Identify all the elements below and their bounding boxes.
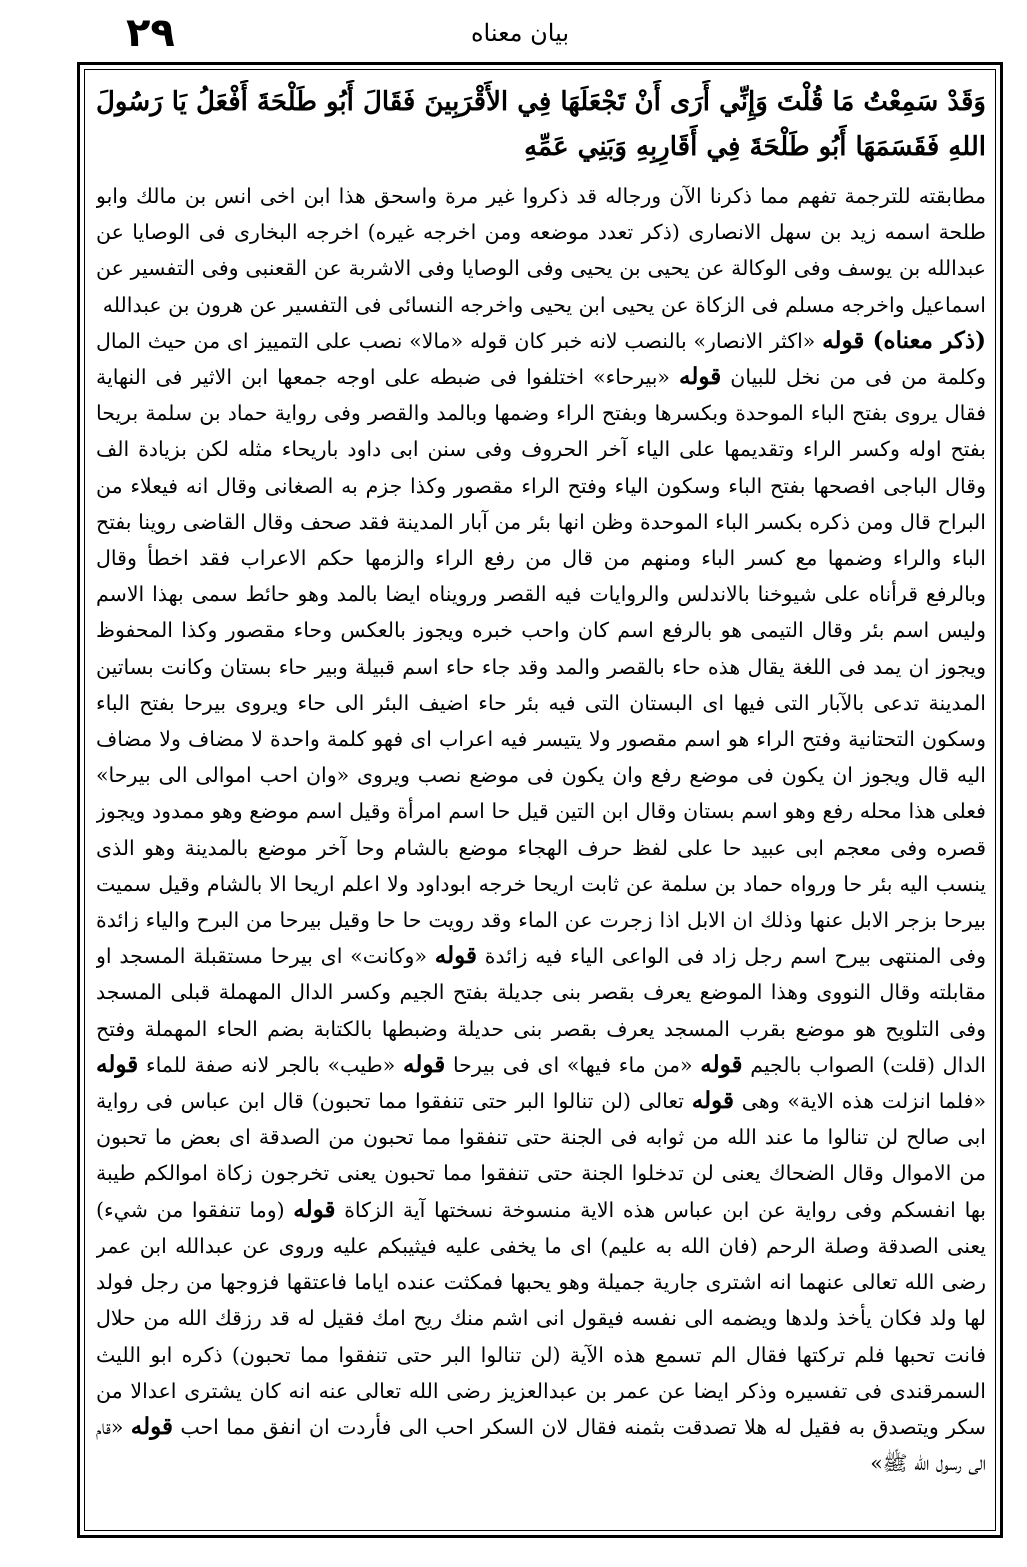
qawluhu-marker: قوله <box>434 942 477 970</box>
commentary-text: «طيب» بالجر لانه صفة للماء <box>145 1052 396 1077</box>
commentary-paragraph-1: مطابقته للترجمة تفهم مما ذكرنا الآن ورجاله قد ذكروا غير مرة واسحق هذا ابن اخى انس بن مالك وابو طلحة اسمه زيد بن سهل الانصارى (ذكر تعدد موضعه ومن اخرجه غيره) اخرجه البخارى فى الوصايا عن عبدالله بن يوسف وفى الوكالة عن يحيى بن يحيى وفى الوصايا وفى الاشربة عن القعنبى وفى التفسير عن اسماعيل واخرجه مسلم فى الزكاة عن يحيى ابن يحيى واخرجه النسائى فى التفسير عن هرون بن عبدالله <box>96 184 986 317</box>
commentary-text: تعالى (لن تنالوا البر حتى تنفقوا مما تحبون) قال ابن عباس فى رواية ابى صالح لن تنالوا ما عند الله من ثوابه فى الجنة حتى تنفقوا مما تحبون من الصدقة اى بعض ما تحبون من الاموال وقال الضحاك يعنى لن تدخلوا الجنة حتى تنفقوا مما تحبون يعنى تخرجون زكاة اموالكم طيبة بها انفسكم وفى رواية عن ابن عباس هذه الاية منسوخة نسختها آية الزكاة <box>96 1089 986 1222</box>
hadith-text: وَقَدْ سَمِعْتُ مَا قُلْتَ وَإِنِّي أَرَى أَنْ تَجْعَلَهَا فِي الأَقْرَبِينَ فَقَالَ أَبُو طَلْحَةَ أَفْعَلُ يَا رَسُولَ اللهِ فَقَسَمَهَا أَبُو طَلْحَةَ فِي أَقَارِبِهِ وَبَنِي عَمِّهِ <box>96 87 986 162</box>
page-number: ٢٩ <box>126 10 175 56</box>
commentary-text: «اكثر الانصار» بالنصب لانه خبر كان قوله «مالا» نصب على التمييز اى من حيث المال وكلمة من فى من نخل للبيان <box>96 328 986 390</box>
commentary-text: «من ماء فيها» اى فى بيرحا <box>452 1052 693 1077</box>
running-title: بيان معناه <box>470 19 570 47</box>
qawluhu-marker: قوله <box>293 1195 336 1223</box>
commentary-paragraph-2 <box>96 323 986 1482</box>
qawluhu-marker: قوله <box>679 363 722 391</box>
page-header <box>60 8 980 58</box>
commentary-text: «فلما انزلت هذه الاية» وهى <box>741 1089 986 1114</box>
qawluhu-marker: قوله <box>691 1087 734 1115</box>
page-body <box>96 80 986 1525</box>
commentary-text: «وكانت» اى بيرحا مستقبلة المسجد او مقابلته وقال النووى وهذا الموضع يعرف بقصر بنى جديلة بفتح الجيم وكسر الدال المهملة قبلى المسجد وفى التلويح هو موضع بقرب المسجد يعرف بقصر بنى حديلة وضبطها بالكتابة بضم الحاء المهملة وفتح الدال (قلت) الصواب بالجيم <box>96 944 986 1077</box>
commentary-text: (وما تنفقوا من شيء) يعنى الصدقة وصلة الرحم (فان الله به عليم) اى ما يخفى عليه فيثيبكم عليه وروى عن عبدالله ابن عمر رضى الله تعالى عنهما انه اشترى جارية جميلة وهو يحبها فمكثت عنده اياما فاعتقها فزوجها من رجل فولد لها ولد فكان يأخذ ولدها ويضمه الى نفسه فيقول انى اشم منك ريح امك فقيل له قد رزقك الله من حلال فانت تحبها فلم تركتها فقال الم تسمع هذه الآية (لن تنالوا البر حتى تنفقوا مما تحبون) ذكره ابو الليث السمرقندى فى تفسيره وذكر ايضا عن عمر بن عبدالعزيز رضى الله تعالى عنه انه كان يشترى اعدالا من سكر ويتصدق به فقيل له هلا تصدقت بثمنه فقال لان السكر احب الى فأردت ان انفق مما احب <box>96 1197 986 1439</box>
qawluhu-marker: قوله <box>402 1050 446 1078</box>
commentary-text: «بيرحاء» اختلفوا فى ضبطه على اوجه جمعها ابن الاثير فى النهاية فقال يروى بفتح الباء الموحدة وبكسرها وبفتح الراء وضمها وبالمد والقصر وفى رواية حماد بن سلمة بريحا بفتح اوله وكسر الراء وتقديمها على الياء آخر الحروف وفى سنن ابى داود باريحاء مثله لكن بزيادة الف وقال الباجى افصحها بفتح الباء وسكون الياء وفتح الراء مقصور وكذا جزم به الصغانى وقال انه فيعلاء من البراح قال ومن ذكره بكسر الباء الموحدة وظن انها بئر من آبار المدينة فقد صحف وقال القاضى روينا بفتح الباء والراء وضمها مع كسر الباء ومنهم من قال من رفع الراء والزمها حكم الاعراب فقد اخطأ وقال وبالرفع قرأناه على شيوخنا بالاندلس والروايات فيه القصر ورويناه ايضا بالمد وهو حائط سمى بهذا الاسم وليس اسم بئر وقال التيمى هو بالرفع اسم كان واحب خبره ويجوز بالعكس وحاء مقصور وكذا المحفوظ ويجوز ان يمد فى اللغة يقال هذه حاء بالقصر والمد وقد جاء حاء اسم قبيلة وبير حاء بستان وكانت بساتين المدينة تدعى بالآبار التى فيها اى البستان التى فيه بئر حاء اضيف البئر الى حاء ويروى بيرحا بفتح الباء وسكون التحتانية وفتح الراء هو اسم مقصور ولا يتيسر فيه اعراب اى فهو كلمة واحدة لا مضاف ولا مضاف اليه قال ويجوز ان يكون فى موضع رفع وان يكون فى موضع نصب ويروى «وان احب اموالى الى بيرحا» فعلى هذا محله رفع وهو اسم بستان وقال ابن التين قيل حا اسم امرأة وقيل اسم موضع وهو ممدود ويجوز قصره وفى معجم ابى عبيد حا على لفظ حرف الهجاء موضع بالشام وحا آخر موضع بالمدينة وهو الذى ينسب اليه بئر حا ورواه حماد بن سلمة عن ثابت اريحا خرجه ابوداود ولا اعلم اريحا الا بالشام وقيل سميت بيرحا بزجر الابل عنها وذلك ان الابل اذا زجرت عن الماء وقد رويت حا حا وقيل بيرحا من البرح والياء زائدة وفى المنتهى بيرح اسم رجل زاد فى الواعى الياء فيه زائدة <box>96 365 986 969</box>
commentary-text: «قام الى رسول الله ﷺ» <box>96 1414 986 1476</box>
section-heading: (ذكر معناه) قوله <box>822 326 986 354</box>
qawluhu-marker: قوله <box>130 1412 173 1440</box>
qawluhu-marker: قوله <box>700 1050 743 1078</box>
qawluhu-marker: قوله <box>96 1050 139 1078</box>
